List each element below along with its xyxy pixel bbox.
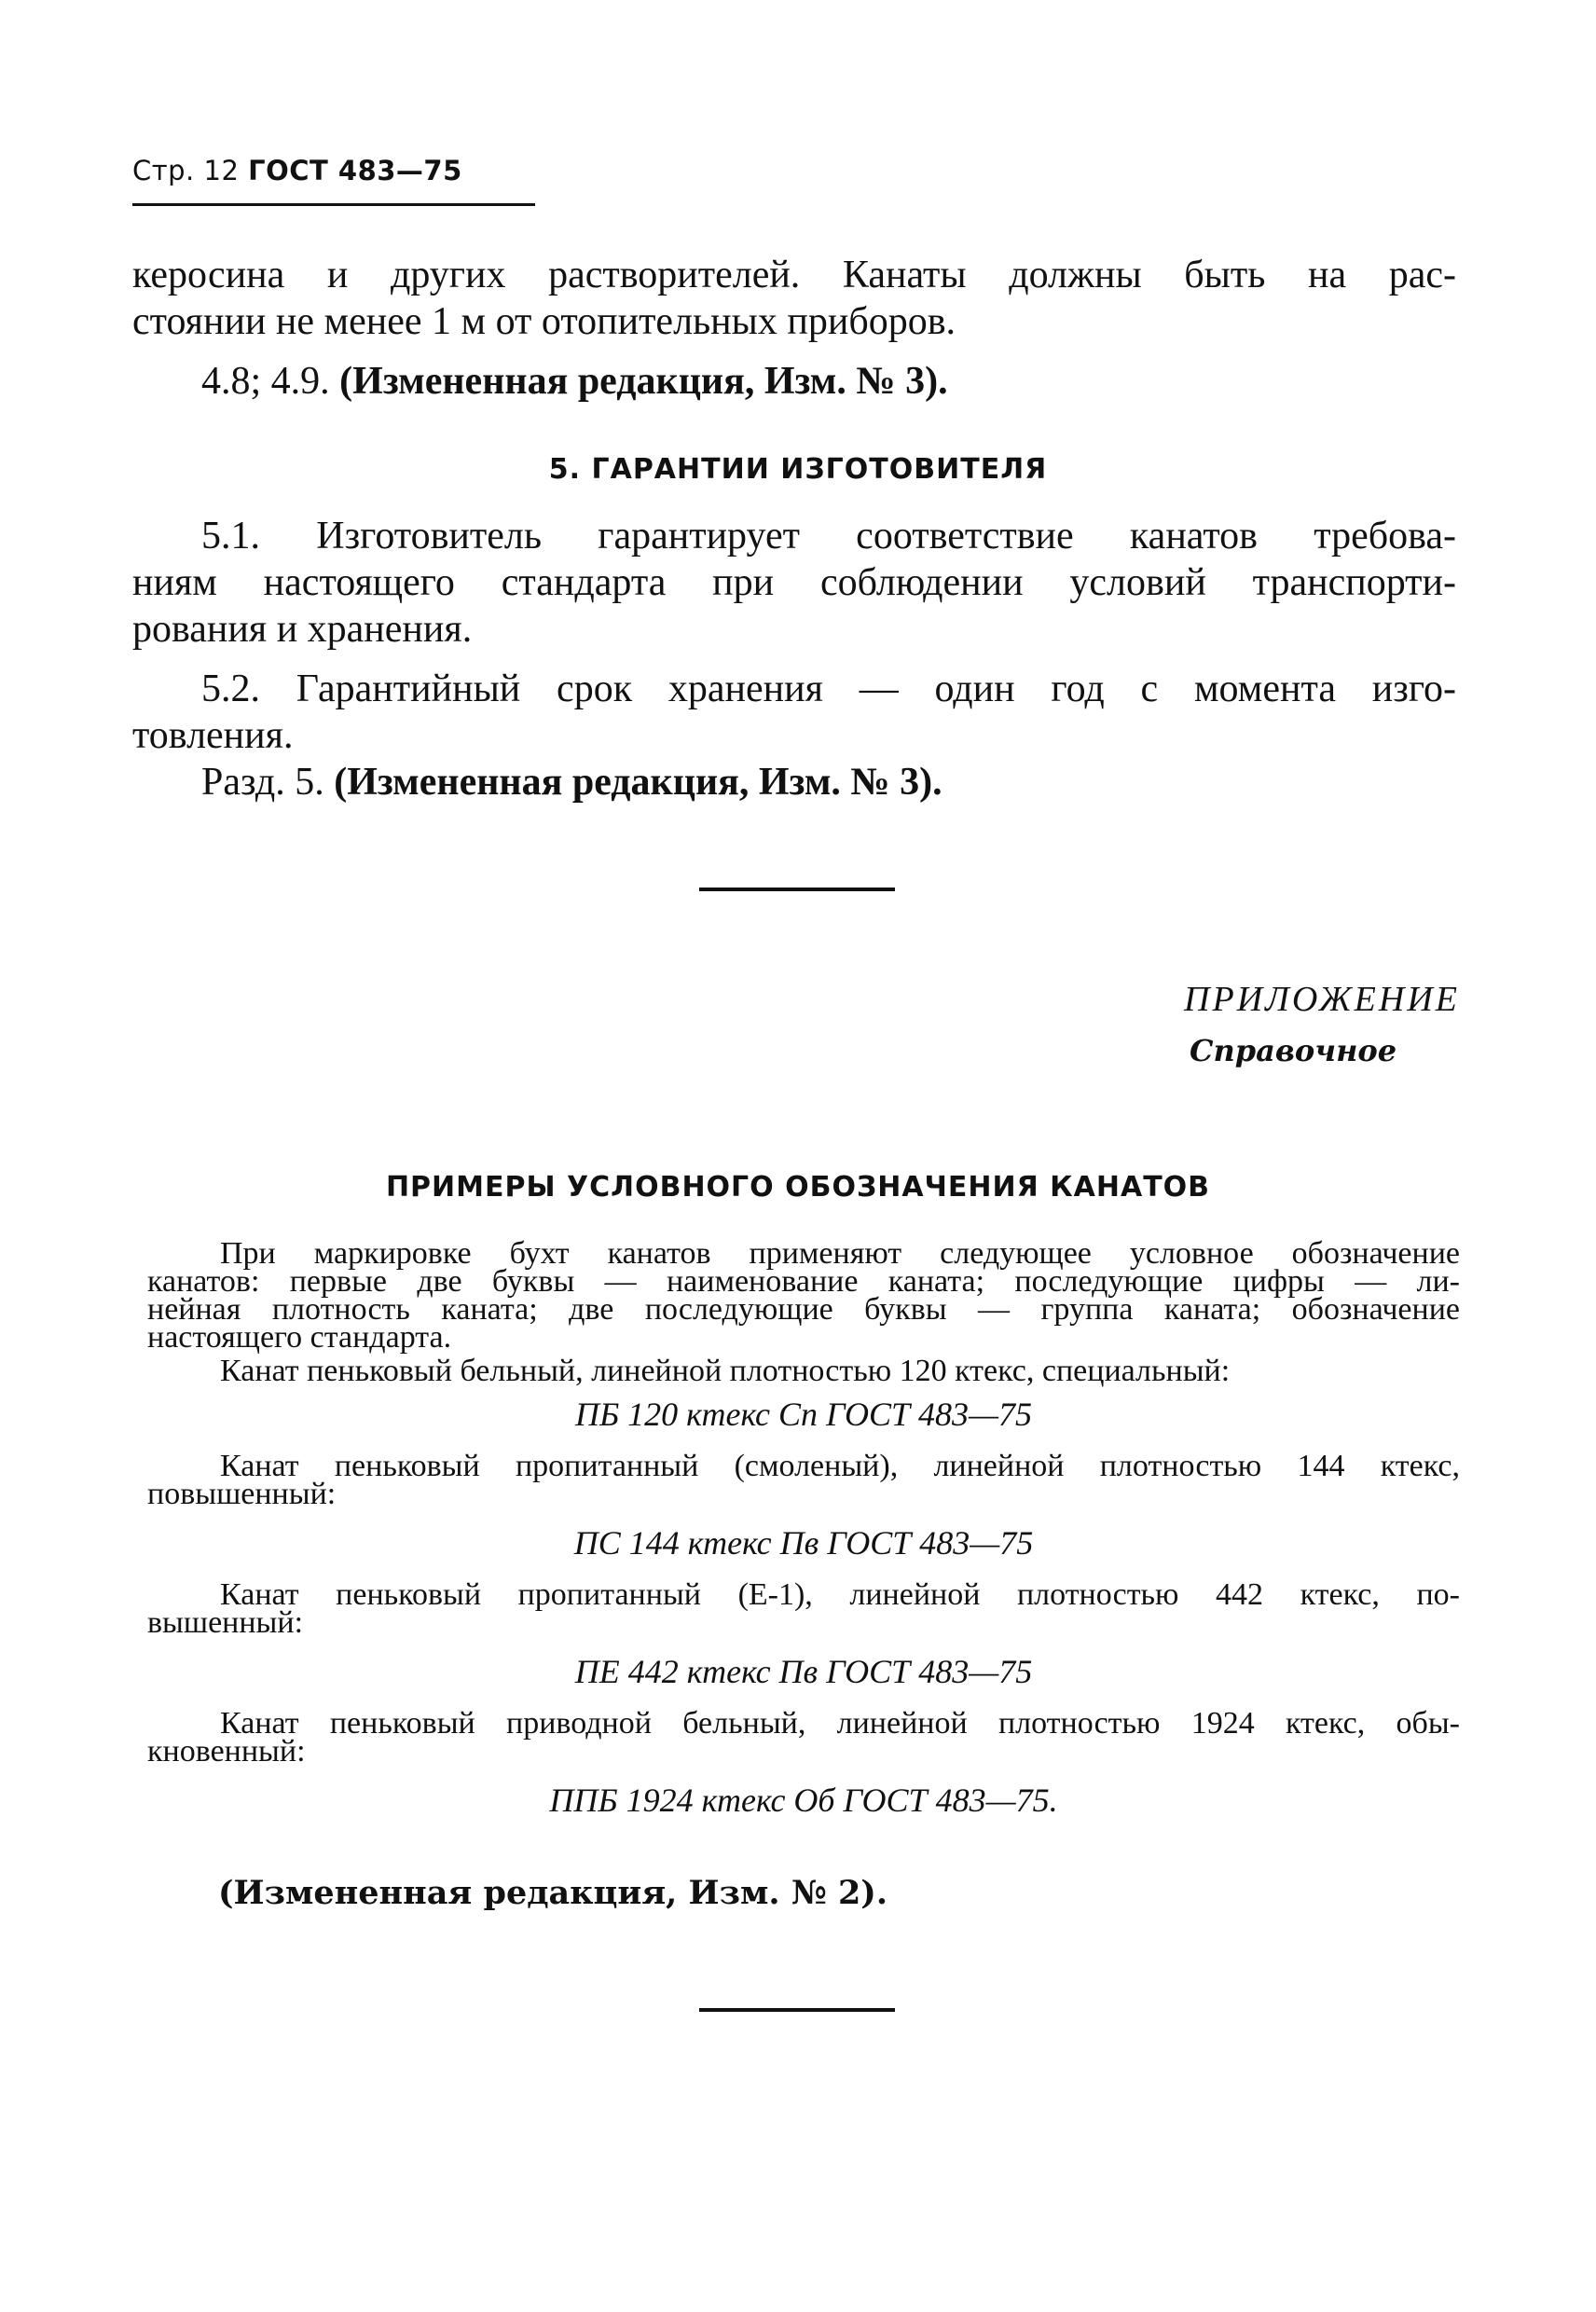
note-prefix: 4.8; 4.9.: [201, 360, 340, 403]
separator-rule: [699, 888, 895, 891]
appendix-subtitle: Справочное: [1190, 1033, 1397, 1068]
example-designation: ПС 144 ктекс Пв ГОСТ 483—75: [573, 1524, 1034, 1562]
section5-body: [132, 513, 1456, 805]
text-line: керосина и других растворителей. Канаты должны быть на рас-: [132, 254, 1456, 296]
text-line: стоянии не менее 1 м от отопительных приборов.: [132, 300, 956, 343]
example-designation: ПЕ 442 ктекс Пв ГОСТ 483—75: [574, 1653, 1033, 1690]
example-description: Канат пеньковый пропитанный (смоленый), линейной плотностью 144 ктекс,: [220, 1449, 1460, 1483]
text-line: При маркировке бухт канатов применяют следующее условное обозначение: [220, 1236, 1460, 1271]
note-bold: (Измененная редакция, Изм. № 3).: [339, 360, 948, 403]
example-description: вышенный:: [147, 1605, 304, 1640]
example-designation: ППБ 1924 ктекс Об ГОСТ 483—75.: [549, 1782, 1058, 1819]
intro-paragraph: [132, 252, 1456, 405]
appendix-title: ПРИЛОЖЕНИЕ: [1184, 980, 1460, 1019]
appendix-body: [147, 1236, 1460, 1822]
example-description: повышенный:: [147, 1477, 337, 1511]
example-designation: ПБ 120 ктекс Сп ГОСТ 483—75: [574, 1396, 1033, 1433]
text-line: настоящего стандарта.: [147, 1320, 452, 1355]
page-header: [132, 155, 462, 186]
text-line: нейная плотность каната; две последующие буквы — группа каната; обозначение: [147, 1292, 1460, 1327]
appendix-heading: ПРИМЕРЫ УСЛОВНОГО ОБОЗНАЧЕНИЯ КАНАТОВ: [385, 1171, 1211, 1204]
text-line: 5.1. Изготовитель гарантирует соответствие канатов требова-: [201, 515, 1456, 557]
note-prefix: Разд. 5.: [201, 761, 335, 804]
amendment-note: [132, 358, 1456, 405]
example-description: Канат пеньковый пропитанный (Е-1), линейной плотностью 442 ктекс, по-: [220, 1577, 1460, 1612]
text-line: канатов: первые две буквы — наименование каната; последующие цифры — ли-: [147, 1264, 1460, 1299]
example-description: Канат пеньковый бельный, линейной плотностью 120 ктекс, специальный:: [220, 1354, 1231, 1388]
text-line: ниям настоящего стандарта при соблюдении условий транспорти-: [132, 561, 1456, 604]
text-line: рования и хранения.: [132, 608, 473, 651]
separator-rule: [699, 2008, 895, 2012]
example-description: кновенный:: [147, 1734, 306, 1768]
amendment-note: (Измененная редакция, Изм. № 2).: [218, 1874, 888, 1912]
example-description: Канат пеньковый приводной бельный, линейной плотностью 1924 ктекс, обы-: [220, 1706, 1460, 1741]
section-heading: 5. ГАРАНТИИ ИЗГОТОВИТЕЛЯ: [548, 453, 1048, 486]
amendment-note: [132, 759, 1456, 805]
page-number: Стр. 12: [132, 155, 240, 186]
text-line: 5.2. Гарантийный срок хранения — один год с момента изго-: [201, 667, 1456, 710]
text-line: товления.: [132, 714, 294, 757]
header-rule: [132, 203, 535, 206]
note-bold: (Измененная редакция, Изм. № 3).: [334, 761, 942, 804]
standard-number: ГОСТ 483—75: [248, 155, 462, 186]
